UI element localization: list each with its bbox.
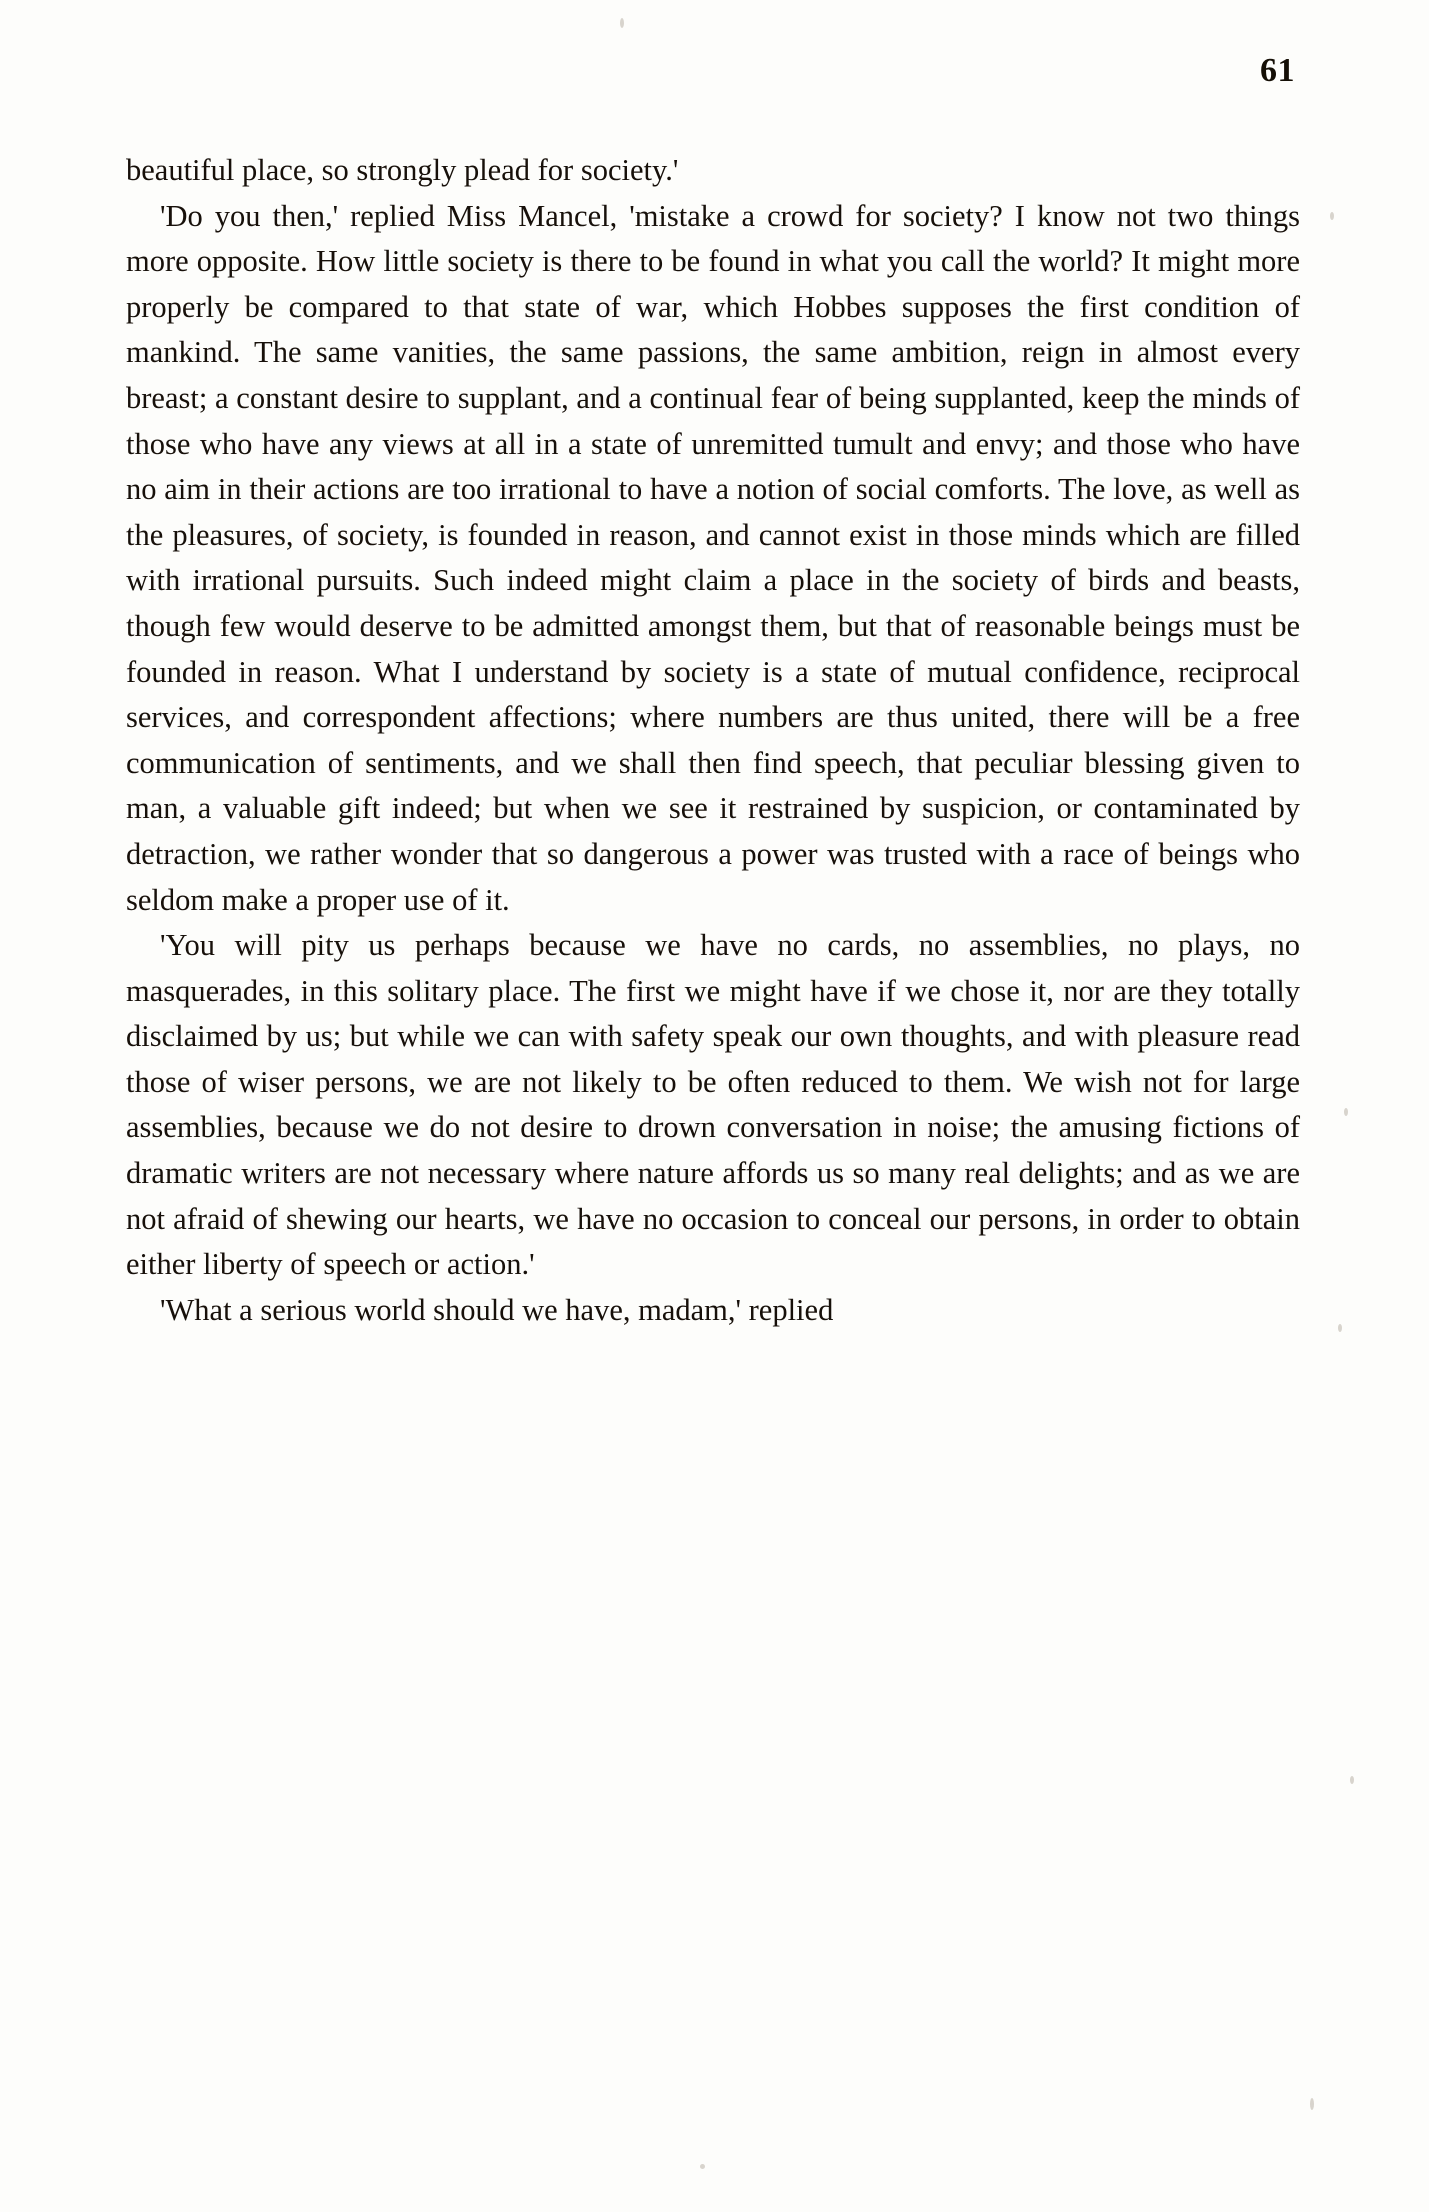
scan-speck: [1338, 1324, 1342, 1332]
body-text: [126, 148, 1300, 1333]
page-number: 61: [1260, 52, 1295, 89]
scan-speck: [700, 2164, 705, 2169]
paragraph: 'Do you then,' replied Miss Mancel, 'mistake a crowd for society? I know not two things more opposite. How little society is there to be found in what you call the world? It might more properly be compared to that state of war, which Hobbes supposes the first condition of mankind. The same vanities, the same passions, the same ambition, reign in almost every breast; a constant desire to supplant, and a continual fear of being supplanted, keep the minds of those who have any views at all in a state of unremitted tumult and envy; and those who have no aim in their actions are too irrational to have a notion of social comforts. The love, as well as the pleasures, of society, is founded in reason, and cannot exist in those minds which are filled with irrational pursuits. Such indeed might claim a place in the society of birds and beasts, though few would deserve to be admitted amongst them, but that of reasonable beings must be founded in reason. What I understand by society is a state of mutual confidence, reciprocal services, and correspondent affections; where numbers are thus united, there will be a free communication of sentiments, and we shall then find speech, that peculiar blessing given to man, a valuable gift indeed; but when we see it restrained by suspicion, or contaminated by detraction, we rather wonder that so dangerous a power was trusted with a race of beings who seldom make a proper use of it.: [126, 198, 1300, 917]
scan-speck: [620, 18, 624, 28]
scan-speck: [1310, 2098, 1314, 2110]
scan-speck: [1330, 212, 1334, 220]
paragraph: 'You will pity us perhaps because we have no cards, no assemblies, no plays, no masquerades, in this solitary place. The first we might have if we chose it, nor are they totally disclaimed by us; but while we can with safety speak our own thoughts, and with pleasure read those of wiser persons, we are not likely to be often reduced to them. We wish not for large assemblies, because we do not desire to drown conversation in noise; the amusing fictions of dramatic writers are not necessary where nature affords us so many real delights; and as we are not afraid of shewing our hearts, we have no occasion to conceal our persons, in order to obtain either liberty of speech or action.': [126, 928, 1300, 1282]
paragraph: 'What a serious world should we have, madam,' replied: [160, 1292, 834, 1327]
paragraph: beautiful place, so strongly plead for society.': [126, 153, 679, 187]
scan-speck: [1350, 1776, 1354, 1784]
scan-speck: [1344, 1108, 1348, 1116]
